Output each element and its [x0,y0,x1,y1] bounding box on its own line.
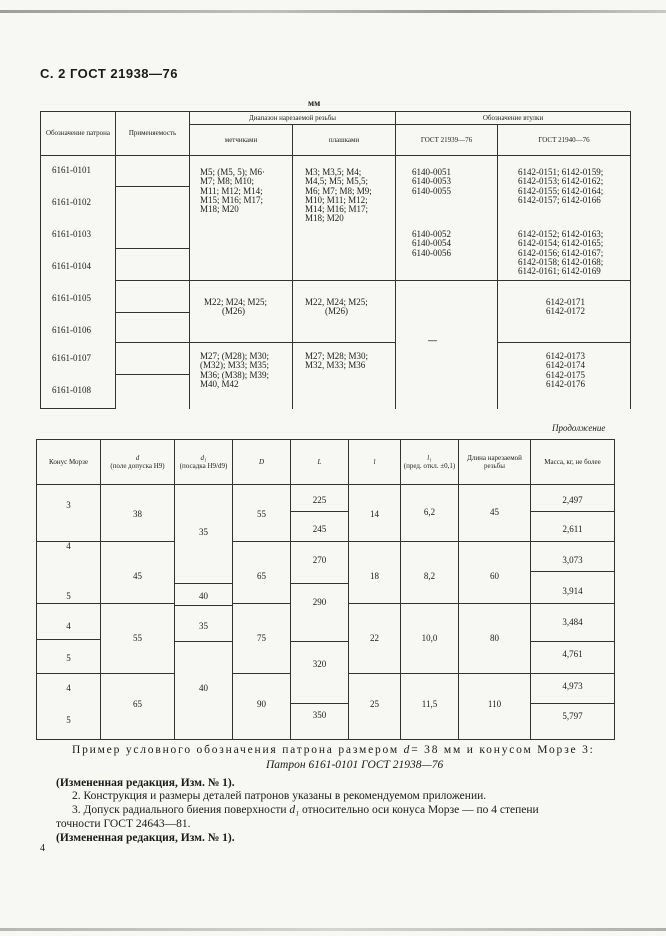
note-3: 3. Допуск радиального биения поверхности d₁ относительно оси конуса Морзе — по 4 степени [72,804,539,816]
row-divider [293,342,396,343]
row-divider [116,248,190,249]
row-divider [349,603,400,604]
row-divider [401,673,458,674]
row-divider [101,541,174,542]
col-dies: плашками [293,125,396,156]
table-row: 6161-0105 [52,293,91,303]
col-gost-21939: ГОСТ 21939—76 [396,125,498,156]
continuation-label: Продолжение [552,423,606,433]
edit-note-1: (Измененная редакция, Изм. № 1). [56,777,235,789]
l1-column: 6,2 8,2 10,0 11,5 [401,485,459,740]
D-column: 55 65 75 90 [233,485,291,740]
L-column: 225 245 270 290 320 350 [291,485,349,740]
row-divider [531,603,614,604]
gost-21940-column [498,156,631,409]
note-2: 2. Конструкция и размеры деталей патронов указаны в рекомендуемом приложении. [72,790,487,802]
row-divider [233,673,290,674]
table-row: 6161-0106 [52,325,91,335]
taps-column [190,156,293,409]
col-l1: l₁ (пред. откл. ±0,1) [401,440,459,485]
dies-column [293,156,396,409]
row-divider [175,641,232,642]
col-L: L [291,440,349,485]
row-divider [37,603,100,604]
col-mass: Масса, кг, не более [531,440,615,485]
row-divider [116,280,190,281]
taps-group-1: M5; (M5, 5); M6· M7; M8; M10; M11; M12; M14; M15; M16; M17; M18; M20 [200,167,265,215]
dies-group-2: M22, M24; M25; (M26) [305,297,368,317]
edit-note-2: (Измененная редакция, Изм. № 1). [56,832,235,844]
row-divider [459,603,530,604]
row-divider [459,673,530,674]
scan-edge-bottom [0,928,666,931]
row-divider [531,571,614,572]
mass-column: 2,497 2,611 3,073 3,914 3,484 4,761 4,973 5,797 [531,485,615,740]
row-divider [531,703,614,704]
row-divider [349,541,400,542]
sleeve-group-2: 6140-0052 6140-0054 6140-0056 [412,229,452,258]
sleeve-group-4b: 6142-0173 6142-0174 6142-0175 6142-0176 [546,351,586,389]
row-divider [101,603,174,604]
row-divider [116,374,190,375]
row-divider [116,312,190,313]
d1-column: 35 40 35 40 [175,485,233,740]
table-cell: 3 [66,500,71,510]
note-3-cont: точности ГОСТ 24643—81. [56,818,191,830]
d-column: 38 45 55 65 [101,485,175,740]
sleeve-group-1b: 6142-0151; 6142-0159; 6142-0153; 6142-0162; 6142-0155; 6142-0164; 6142-0157; 6142-0166 [518,167,604,205]
row-divider [37,639,100,640]
dies-group-3: M27; M28; M30; M32, M33; M36 [305,351,369,371]
chuck-designation-table [40,111,631,409]
row-divider [293,280,396,281]
designation-column [41,156,116,409]
taps-group-3: M27; (M28); M30; (M32); M33; M35; M36; (M38); M39; M40, M42 [200,351,270,389]
col-application: Применяемость [116,112,190,156]
row-divider [401,603,458,604]
row-divider [190,342,293,343]
taps-group-2: M22; M24; M25; (M26) [204,297,268,317]
col-d1: d₁ (посадка H9/d9) [175,440,233,485]
page-number: 4 [40,843,45,854]
application-column [116,156,190,409]
row-divider [498,280,631,281]
col-thread-length: Длина нарезаемой резьбы [459,440,531,485]
table-row: 6161-0101 [52,165,91,175]
row-divider [101,673,174,674]
unit-label: мм [308,98,321,108]
page-header: С. 2 ГОСТ 21938—76 [40,66,178,81]
col-D: D [233,440,291,485]
col-thread-range: Диапазон нарезаемой резьбы [190,112,396,125]
gost-21939-column [396,156,498,409]
thread-length-column: 45 60 80 110 [459,485,531,740]
row-divider [401,541,458,542]
example-line: Пример условного обозначения патрона размером d= 38 мм и конусом Морзе 3: [72,744,595,756]
table-row: 6161-0104 [52,261,91,271]
dimensions-table [36,439,615,740]
row-divider [175,605,232,606]
scan-edge-top [0,10,666,13]
row-divider [175,583,232,584]
table-row: 6161-0108 [52,385,91,395]
morse-column: 3 4 5 4 5 4 5 [37,485,101,740]
col-morse: Конус Морзе [37,440,101,485]
col-designation: Обозначение патрона [41,112,116,156]
sleeve-dash: — [428,335,438,345]
row-divider [396,280,498,281]
col-gost-21940: ГОСТ 21940—76 [498,125,631,156]
example-designation: Патрон 6161-0101 ГОСТ 21938—76 [266,759,444,771]
row-divider [190,280,293,281]
sleeve-group-2b: 6142-0152; 6142-0163; 6142-0154; 6142-0165; 6142-0156; 6142-0167; 6142-0158; 6142-0168; 6142-0161; 6142-0169 [518,229,604,277]
row-divider [116,342,190,343]
sleeve-group-3b: 6142-0171 6142-0172 [546,297,586,317]
row-divider [233,603,290,604]
row-divider [531,673,614,674]
row-divider [291,583,348,584]
table-row: 6161-0107 [52,353,91,363]
table-row: 6161-0102 [52,197,91,207]
row-divider [531,511,614,512]
row-divider [291,703,348,704]
col-sleeve: Обозначение втулки [396,112,631,125]
row-divider [291,541,348,542]
sleeve-group-1: 6140-0051 6140-0053 6140-0055 [412,167,452,196]
row-divider [233,541,290,542]
col-l: l [349,440,401,485]
col-taps: метчиками [190,125,293,156]
row-divider [531,641,614,642]
col-d: d (поле допуска H9) [101,440,175,485]
row-divider [498,342,631,343]
row-divider [291,641,348,642]
l-column: 14 18 22 25 [349,485,401,740]
row-divider [116,186,190,187]
dies-group-1: M3; M3,5; M4; M4,5; M5; M5,5; M6; M7; M8; M9; M10; M11; M12; M14; M16; M17; M18; M20 [305,167,372,224]
row-divider [291,511,348,512]
row-divider [349,673,400,674]
row-divider [531,541,614,542]
row-divider [459,541,530,542]
row-divider [37,673,100,674]
table-row: 6161-0103 [52,229,91,239]
